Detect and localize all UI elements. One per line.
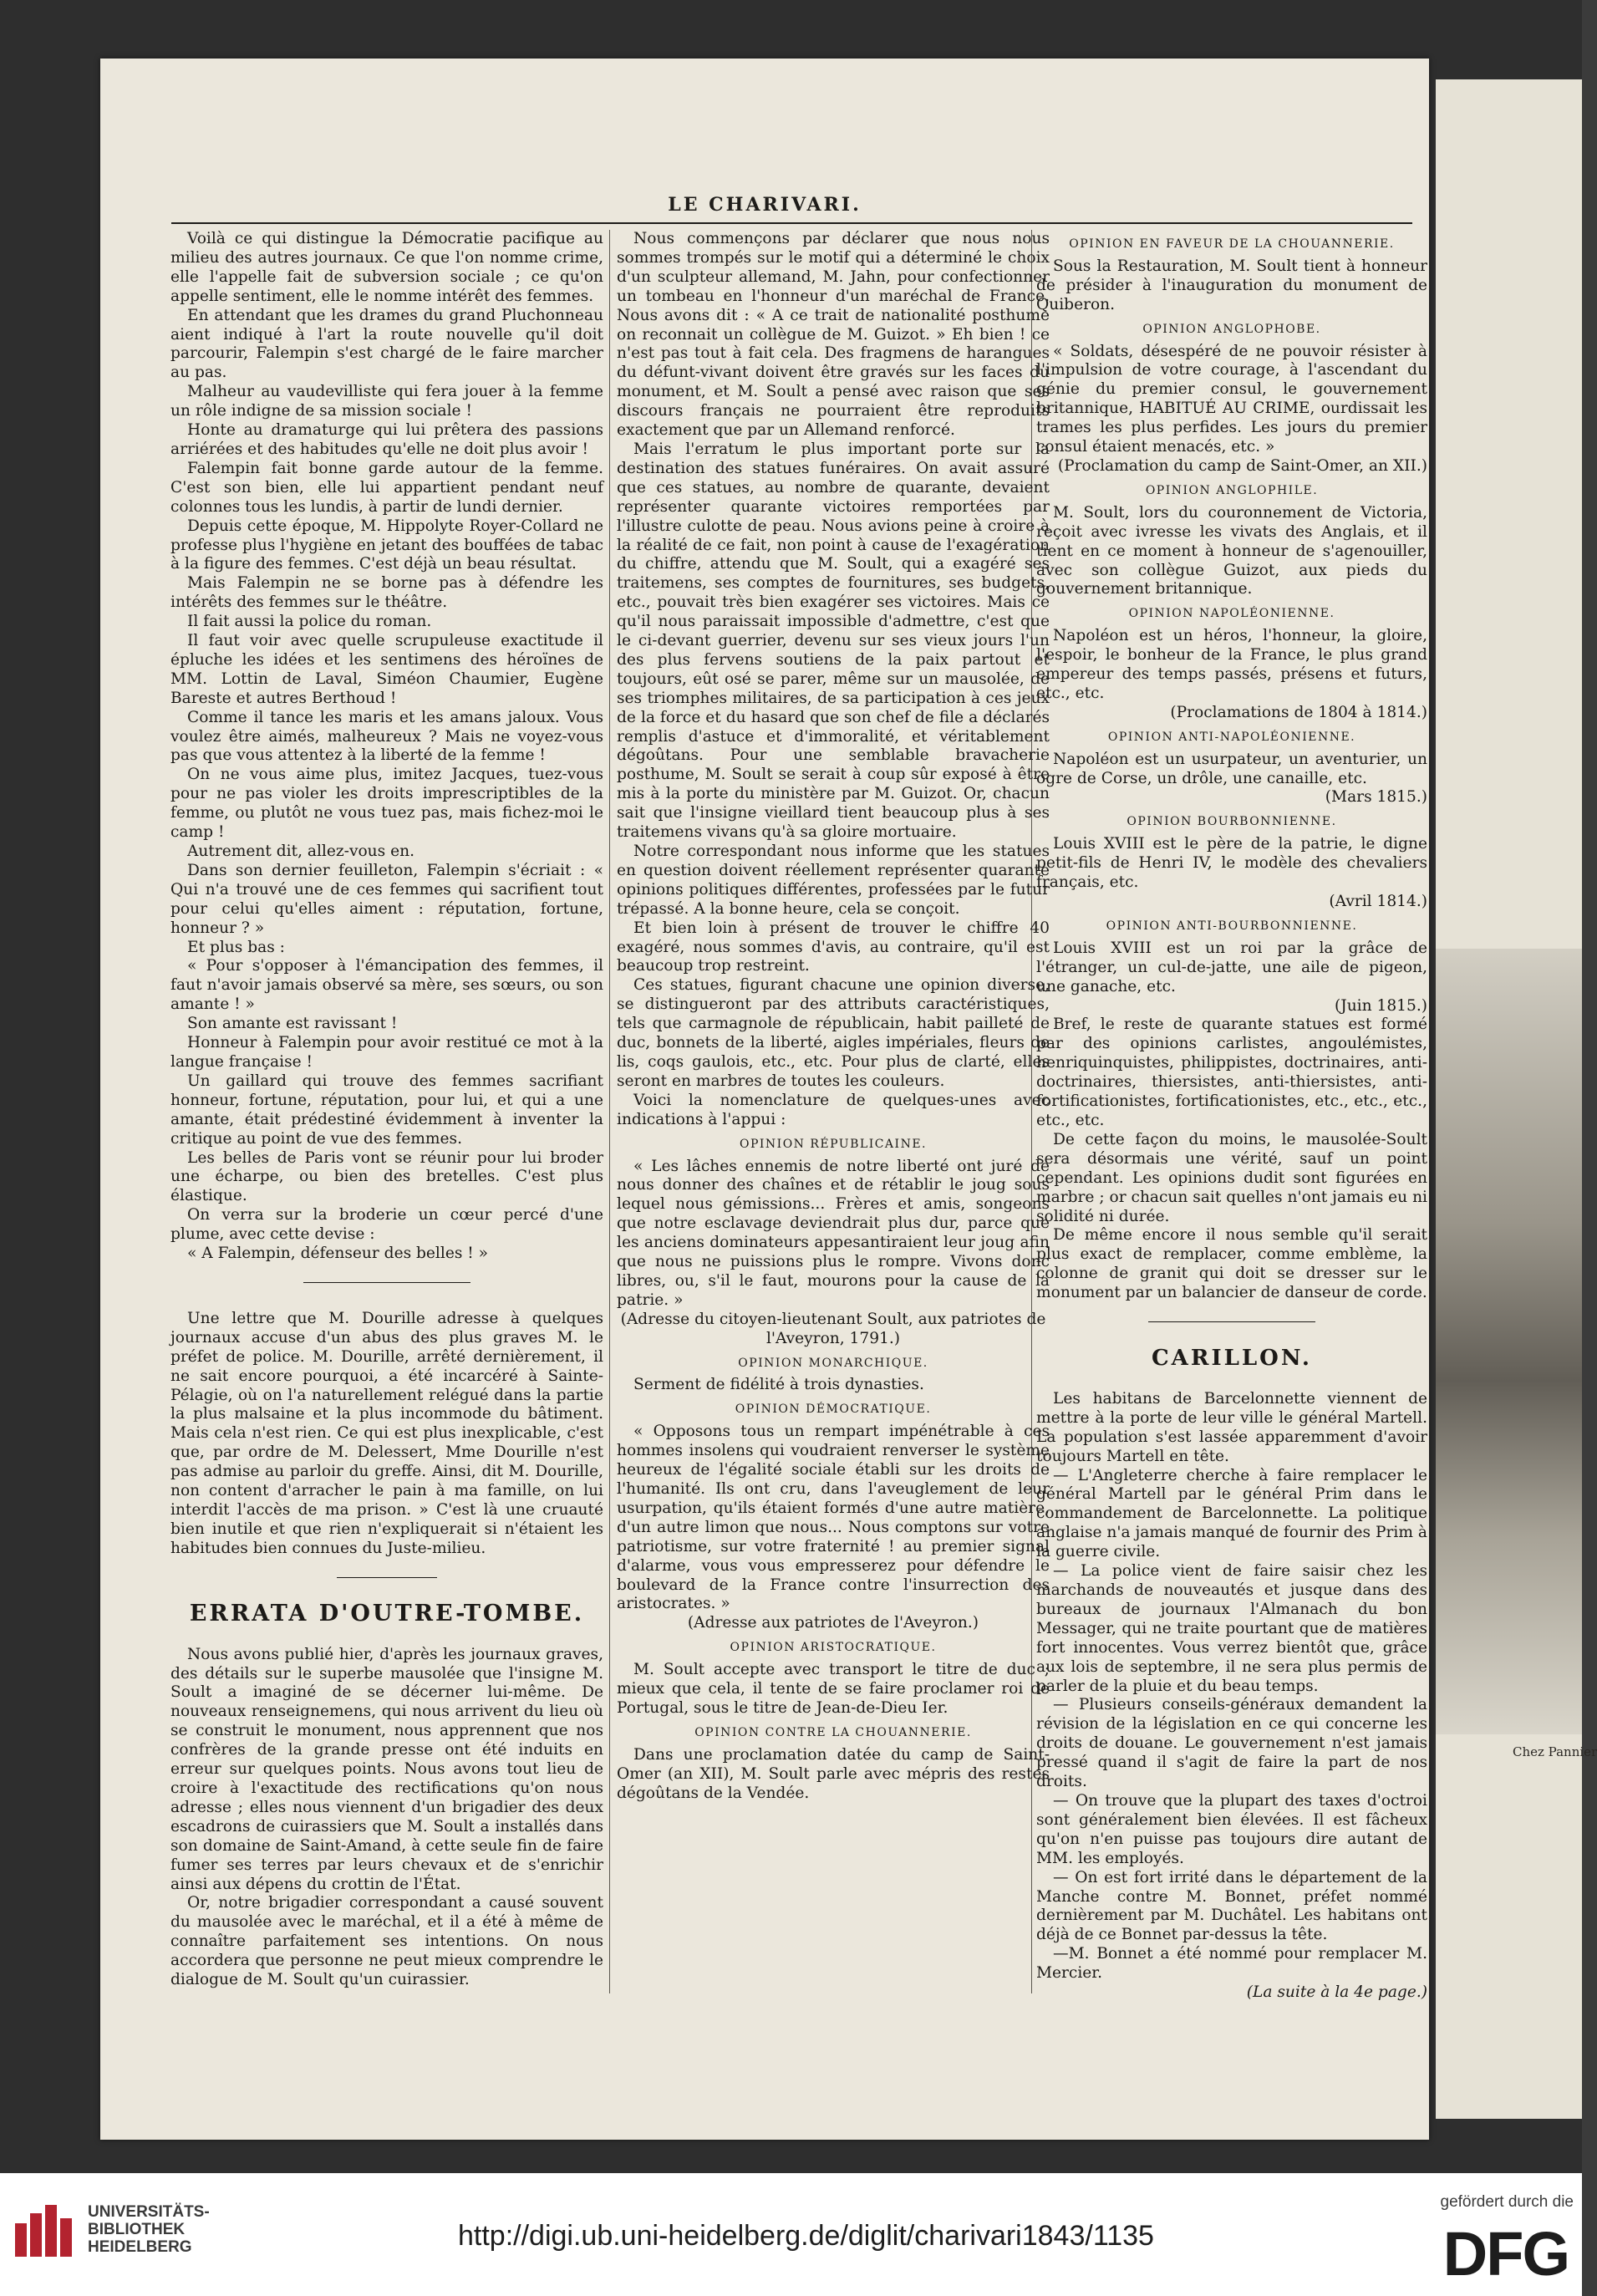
opinion-text: Sous la Restauration, M. Soult tient à honneur de présider à l'inauguration du monument de Quiberon. (1036, 257, 1427, 313)
paragraph: Il faut voir avec quelle scrupuleuse exactitude il épluche les idées et les sentimens des héroïnes de MM. Lottin de Laval, Siméon Chaumier, Eugène Bareste et autres Berthoud ! (170, 632, 603, 707)
paragraph: — La police vient de faire saisir chez les marchands de nouveautés et jusque dans des bureaux de journaux l'Almanach du bon Messager, qui ne traite pourtant que de matières fort innocentes. Vous verrez bientôt que, grâce aux lois de septembre, il ne sera plus permis de parler de la pluie et du beau temps. (1036, 1562, 1427, 1695)
paragraph: Un gaillard qui trouve des femmes sacrifiant honneur, fortune, réputation, pour lui, et qui a une amante, était prédestiné évidemment à inventer la critique au point de vue des femmes. (170, 1072, 603, 1148)
paragraph: Or, notre brigadier correspondant a causé souvent du mausolée avec le maréchal, et il a été à même de connaître parfaitement ses intentions. On nous accordera que personne ne peut mieux comprendre le dialogue de M. Soult qu'un cuirassier. (170, 1894, 603, 1989)
opinion-source: (Adresse aux patriotes de l'Aveyron.) (687, 1614, 979, 1632)
paragraph: Mais Falempin ne se borne pas à défendre les intérêts des femmes sur le théâtre. (170, 574, 603, 612)
section-title: ERRATA D'OUTRE-TOMBE. (189, 1600, 585, 1627)
opinion-heading: OPINION DÉMOCRATIQUE. (735, 1403, 932, 1417)
lithograph-caption: Chez Pannier (1513, 1744, 1597, 1759)
paragraph: Malheur au vaudevilliste qui fera jouer à la femme un rôle indigne de sa mission sociale ! (170, 383, 603, 420)
paragraph: Mais l'erratum le plus important porte sur la destination des statues funéraires. On avait assuré que ces statues, au nombre de quarante, devaient représenter quarante victoires remportées par l'illustre culotte de peau. Nous avions peine à croire à la réalité de ce fait, non point à cause de l'exagération du chiffre, attendu que M. Soult, qui a exagéré ses traitemens, ses comptes de fournitures, ses budgets, etc., pouvait très bien exagérer ses victoires. Mais ce qu'il nous paraissait impossible d'admettre, c'est que le ci-devant guerrier, devenu sur ses vieux jours l'un des plus fervens soutiens de la paix partout et toujours, eût osé se parer, même sur un mausolée, de ses triomphes militaires, de sa participation à ces jeux de la force et du hasard que son chef de file a déclarés remplis d'astuce et d'immoralité, et véritablement dégoûtans. Pour une semblable bravacherie posthume, M. Soult se serait à coup sûr exposé à être mis à la porte du ministère par M. Guizot. Or, chacun sait que l'insigne vieillard tient beaucoup plus à ses traitemens vivans qu'à sa gloire mortuaire. (617, 440, 1050, 842)
opinion-text: Louis XVIII est un roi par la grâce de l'étranger, un cul-de-jatte, une aile de pigeon, une ganache, etc. (1036, 939, 1427, 995)
paragraph: Voici la nomenclature de quelques-unes avec indications à l'appui : (617, 1091, 1050, 1128)
opinion-heading: OPINION EN FAVEUR DE LA CHOUANNERIE. (1069, 237, 1395, 251)
opinion-text: Dans une proclamation datée du camp de Saint-Omer (an XII), M. Soult parle avec mépris des restes dégoûtans de la Vendée. (617, 1745, 1050, 1802)
paragraph: — On est fort irrité dans le département de la Manche contre M. Bonnet, préfet nommé dernièrement par M. Duchâtel. Les habitans ont déjà de ce Bonnet par-dessus la tête. (1036, 1868, 1427, 1944)
opinion-heading: OPINION NAPOLÉONIENNE. (1128, 607, 1335, 621)
opinion-source: (Avril 1814.) (1329, 893, 1427, 910)
paragraph: Ces statues, figurant chacune une opinion diverse, se distingueront par des attributs caractéristiques, tels que carmagnole de républicain, habit pailleté de duc, bonnets de la liberté, aigles impériales, fleurs de lis, coqs gaulois, etc., etc. Pour plus de clarté, elles seront en marbres de toutes les couleurs. (617, 976, 1050, 1090)
paragraph: Et plus bas : (187, 938, 285, 956)
separator (1148, 1321, 1315, 1322)
opinion-heading: OPINION ANGLOPHILE. (1145, 483, 1319, 497)
university-line: UNIVERSITÄTS- (88, 2203, 210, 2221)
opinion-source: (Adresse du citoyen-lieutenant Soult, aux patriotes de l'Aveyron, 1791.) (620, 1310, 1046, 1347)
column-1 (170, 230, 603, 1990)
paragraph: On verra sur la broderie un cœur percé d'une plume, avec cette devise : (170, 1206, 603, 1244)
paragraph: Les habitans de Barcelonnette viennent de mettre à la porte de leur ville le général Martell. La population s'est lassée apparemment d'avoir toujours Martell en tête. (1036, 1389, 1427, 1465)
article-dourille (170, 1310, 603, 1559)
university-logo-icon (12, 2198, 74, 2261)
paragraph: Honte au dramaturge qui lui prêtera des passions arriérées et des habitudes qu'elle ne doit plus avoir ! (170, 421, 603, 458)
paragraph: En attendant que les drames du grand Pluchonneau aient indiqué à l'art la route nouvelle qu'il doit parcourir, Falempin s'est chargé de le faire marcher au pas. (170, 306, 603, 382)
paragraph: Falempin fait bonne garde autour de la femme. C'est son bien, elle lui appartient pendant neuf colonnes tous les lundis, à partir de lundi dernier. (170, 459, 603, 516)
opinion-source: (Mars 1815.) (1325, 788, 1427, 807)
opinion-heading: OPINION ANTI-BOURBONNIENNE. (1106, 919, 1358, 933)
footer (0, 2173, 1582, 2296)
paragraph: Son amante est ravissant ! (187, 1015, 398, 1033)
opinion-text: Napoléon est un usurpateur, un aventurier, un ogre de Corse, un drôle, une canaille, etc. (1036, 750, 1427, 787)
opinion-text: « Opposons tous un rempart impénétrable à ces hommes insolens qui voudraient renverser le système heureux de l'égalité sociale établi sur les droits de l'humanité. Ils ont cru, dans l'aveuglement de leur usurpation, qu'ils étaient formés d'une autre matière, d'un autre limon que nous... Nous comptons sur votre patriotisme, sur votre fraternité ! au premier signal d'alarme, vous vous empresserez pour défendre le boulevard de la France contre l'insurrection des aristocrates. » (617, 1423, 1050, 1613)
continued-note: (La suite à la 4e page.) (1246, 1983, 1427, 2002)
opinion-heading: OPINION RÉPUBLICAINE. (739, 1137, 927, 1151)
opinion-heading: OPINION MONARCHIQUE. (738, 1356, 928, 1370)
paragraph: « A Falempin, défenseur des belles ! » (187, 1245, 489, 1263)
paragraph: De cette façon du moins, le mausolée-Soult sera désormais une vérité, sauf un point cependant. Les opinions dudit sont figurées en marbre ; or chacun sait quelles n'ont jamais eu ni solidité ni durée. (1036, 1130, 1427, 1225)
university-name (88, 2203, 210, 2256)
paragraph: Depuis cette époque, M. Hippolyte Royer-Collard ne professe plus l'hygiène en jetant des bouffées de tabac à la figure des femmes. C'est déjà un beau résultat. (170, 517, 603, 573)
column-rule (609, 230, 610, 1993)
opinion-text: « Les lâches ennemis de notre liberté ont juré de nous donner des chaînes et de rétablir le joug sous lequel nous gémissions... Frères et amis, songeons que notre esclavage deviendrait plus dur, parce que les anciens dominateurs appesantiraient leur joug afin que nous ne puissions plus le rompre. Vivons donc libres, ou, s'il le faut, mourons pour la cause de la patrie. » (617, 1157, 1050, 1309)
paragraph: De même encore il nous semble qu'il serait plus exact de remplacer, comme emblème, la colonne de granit qui doit se dresser sur le monument par un balancier de danseur de corde. (1036, 1226, 1427, 1302)
university-line: BIBLIOTHEK (88, 2221, 186, 2238)
paragraph: Dans son dernier feuilleton, Falempin s'écriait : « Qui n'a trouvé une de ces femmes qui sacrifient tout pour celui qu'elles aiment : réputation, fortune, honneur ? » (170, 861, 603, 937)
opinion-source: (Juin 1815.) (1335, 996, 1427, 1015)
paragraph: On ne vous aime plus, imitez Jacques, tuez-vous pour ne pas violer les droits imprescriptibles de la femme, ou plutôt ne vous tuez pas, mais fichez-moi le camp ! (170, 766, 603, 842)
paragraph: — L'Angleterre cherche à faire remplacer le général Martell par le général Prim dans le commandement de Barcelonnette. La politique anglaise n'a jamais manqué de fournir des Prim à la guerre civile. (1036, 1466, 1427, 1561)
paragraph: Notre correspondant nous informe que les statues en question doivent réellement représenter quarante opinions politiques différentes, professées par le futur trépassé. A la bonne heure, cela se conçoit. (617, 843, 1050, 918)
masthead (100, 194, 1429, 216)
opinion-text: M. Soult accepte avec transport le titre de duc ; mieux que cela, il tente de se faire proclamer roi de Portugal, sous le titre de Jean-de-Dieu Ier. (617, 1661, 1050, 1717)
section-title: CARILLON. (1151, 1346, 1312, 1372)
funded-by-label: gefördert durch die (1440, 2193, 1574, 2211)
opinion-text: « Soldats, désespéré de ne pouvoir résister à l'impulsion de votre courage, à l'ascendant du génie du premier consul, le gouvernement britannique, HABITUÉ AU CRIME, ourdissait les trames les plus perfides. Les jours du premier consul étaient menacés, etc. » (1036, 342, 1427, 456)
paragraph: Autrement dit, allez-vous en. (187, 843, 415, 860)
masthead-rule (171, 222, 1412, 224)
opinion-heading: OPINION ARISTOCRATIQUE. (730, 1641, 937, 1655)
opinion-text: Napoléon est un héros, l'honneur, la gloire, l'espoir, le bonheur de la France, le plus grand empereur des temps passés, présens et futurs, etc., etc. (1036, 627, 1427, 702)
university-line: HEIDELBERG (88, 2238, 192, 2256)
lithograph-image (1436, 949, 1582, 1734)
article-carillon (1036, 1390, 1427, 1983)
paragraph: —M. Bonnet a été nommé pour remplacer M. Mercier. (1036, 1945, 1427, 1983)
article-errata-cont (617, 230, 1050, 1130)
opinion-text: Louis XVIII est le père de la patrie, le digne petit-fils de Henri IV, le modèle des chevaliers français, etc. (1036, 835, 1427, 892)
opinion-text: M. Soult, lors du couronnement de Victoria, reçoit avec ivresse les vivats des Anglais, et il tient en ce moment à honneur de s'agenouiller, avec son collègue Guizot, aux pieds du gouvernement britannique. (1036, 503, 1427, 598)
opinion-source: (Proclamation du camp de Saint-Omer, an XII.) (1057, 456, 1427, 475)
opinion-text: Serment de fidélité à trois dynasties. (633, 1376, 924, 1394)
column-3 (1036, 230, 1427, 2003)
paragraph: Nous commençons par déclarer que nous nous sommes trompés sur le motif qui a déterminé le choix d'un sculpteur allemand, M. Jahn, pour confectionner un tombeau en l'honneur d'un maréchal de France. Nous avons dit : « A ce trait de nationalité posthume on reconnait un collègue de M. Guizot. » Eh bien ! ce n'est pas tout à fait cela. Des fragmens de harangues du défunt-vivant doivent être gravés sur les faces du monument, et M. Soult a pensé avec raison que ses discours français ne pourraient être reproduits exactement que par un Allemand renforcé. (617, 230, 1050, 440)
opinion-heading: OPINION BOURBONNIENNE. (1127, 815, 1337, 829)
column-2 (617, 230, 1050, 1804)
paragraph: Une lettre que M. Dourille adresse à quelques journaux accuse d'un abus des plus graves M. le préfet de police. M. Dourille, arrêté dernièrement, il ne sait encore pourquoi, a été incarcéré à Sainte-Pélagie, où on l'a naturellement relégué dans la partie la plus malsaine et la plus incommode du bâtiment. Mais cela n'est rien. Ce qui est plus inexplicable, c'est que, par ordre de M. Delessert, Mme Dourille n'est pas admise au parloir du greffe. Ainsi, dit M. Dourille, non content d'arracher le pain à ma famille, on lui interdit l'accès de ma prison. » C'est là une cruauté bien inutile et que rien n'expliquerait si n'étaient les habitudes bien connues du Juste-milieu. (170, 1309, 603, 1557)
opinion-heading: OPINION ANGLOPHOBE. (1142, 322, 1321, 336)
paragraph: Nous avons publié hier, d'après les journaux graves, des détails sur le superbe mausolée que l'insigne M. Soult a imaginé de se décerner lui-même. De nouveaux renseignemens, qui nous arrivent du lieu où se construit le monument, nous apprennent que nos confrères de la grande presse ont été induits en erreur sur quelques points. Nous avons tout lieu de croire à l'exactitude des rectifications qu'on nous adresse ; elles nous viennent d'un brigadier des deux escadrons de cuirassiers que M. Soult a installés dans son domaine de Saint-Amand, à cette seule fin de faire fumer ses terres par leurs chevaux et de s'enrichir ainsi aux dépens du crottin de l'État. (170, 1645, 603, 1893)
separator (337, 1577, 437, 1578)
permalink[interactable]: http://digi.ub.uni-heidelberg.de/diglit/charivari1843/1135 (458, 2220, 1154, 2252)
paragraph: Les belles de Paris vont se réunir pour lui broder une écharpe, ou bien des bretelles. C'est plus élastique. (170, 1148, 603, 1205)
paragraph: Et bien loin à présent de trouver le chiffre 40 exagéré, nous sommes d'avis, au contraire, qu'il est beaucoup trop restreint. (617, 919, 1050, 975)
paragraph: « Pour s'opposer à l'émancipation des femmes, il faut n'avoir jamais observé sa mère, ses sœurs, ou son amante ! » (170, 957, 603, 1014)
masthead-title: LE CHARIVARI. (668, 194, 862, 216)
paragraph: Voilà ce qui distingue la Démocratie pacifique au milieu des autres journaux. Ce que l'on nomme crime, elle l'appelle fait de subversion sociale ; ce qu'on appelle sentiment, elle le nomme intérêt des femmes. (170, 230, 603, 305)
article-errata-end (1036, 1016, 1427, 1303)
paragraph: Honneur à Falempin pour avoir restitué ce mot à la langue française ! (170, 1034, 603, 1071)
opinion-source: (Proclamations de 1804 à 1814.) (1170, 703, 1427, 721)
opinion-heading: OPINION ANTI-NAPOLÉONIENNE. (1107, 730, 1356, 744)
article-falempin (170, 230, 603, 1264)
adjacent-page (1436, 79, 1597, 2119)
paragraph: Bref, le reste de quarante statues est formé par des opinions carlistes, angoulémistes, henriquinquistes, philippistes, doctrinaires, anti-doctrinaires, thiersistes, anti-thiersistes, anti-fortificationistes, fortificationistes, etc., etc., etc., etc., etc. (1036, 1016, 1427, 1129)
separator (303, 1282, 470, 1283)
dfg-logo: DFG (1442, 2219, 1569, 2288)
paragraph: Comme il tance les maris et les amans jaloux. Vous voulez être aimés, malheureux ? Mais ne voyez-vous pas que vous attentez à la liberté de la femme ! (170, 708, 603, 765)
paragraph: — Plusieurs conseils-généraux demandent la révision de la législation en ce qui concerne les droits de douane. Le gouvernement n'est jamais pressé quand il s'agit de faire la part de nos droits. (1036, 1696, 1427, 1791)
paragraph: Il fait aussi la police du roman. (187, 613, 432, 631)
opinion-heading: OPINION CONTRE LA CHOUANNERIE. (694, 1725, 972, 1739)
paragraph: — On trouve que la plupart des taxes d'octroi sont généralement bien élevées. Il est fâcheux qu'on n'en puisse pas toujours dire autant de MM. les employés. (1036, 1791, 1427, 1867)
article-errata (170, 1646, 603, 1990)
